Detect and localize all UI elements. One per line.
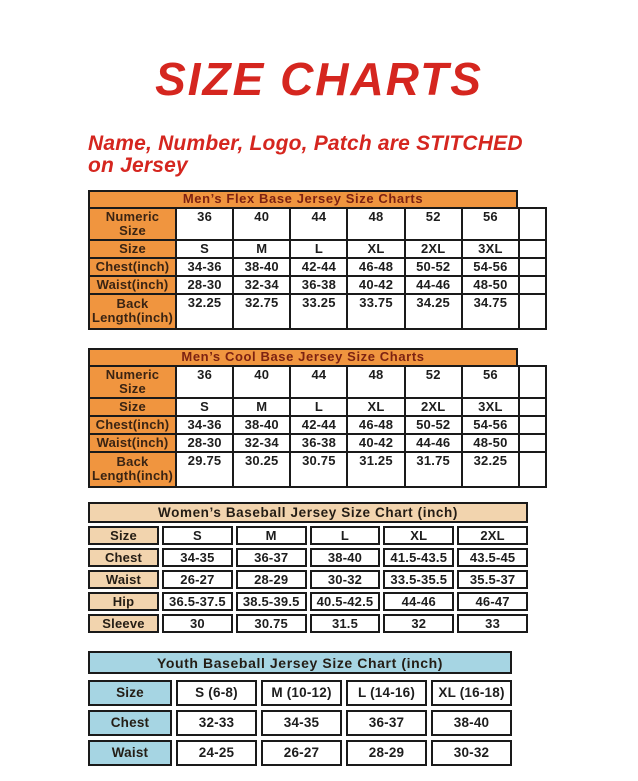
cell-value: 3XL (462, 398, 519, 416)
row-label: Waist (88, 570, 159, 589)
empty-cell (519, 452, 546, 487)
row-label: Numeric Size (89, 208, 176, 240)
cell-value: 44-46 (405, 276, 462, 294)
row-label: Size (89, 240, 176, 258)
size-grid (85, 523, 531, 636)
row-label: Numeric Size (89, 366, 176, 398)
cell-value: XL (16-18) (431, 680, 512, 706)
table-title: Men’s Cool Base Jersey Size Charts (88, 348, 518, 365)
cell-value: 33.75 (347, 294, 404, 329)
cell-value: 32.25 (462, 452, 519, 487)
cell-value: S (176, 240, 233, 258)
table-row (89, 434, 546, 452)
size-grid (84, 676, 516, 770)
row-label: Waist(inch) (89, 276, 176, 294)
table-row (89, 240, 546, 258)
row-label: Sleeve (88, 614, 159, 633)
page-title: SIZE CHARTS (155, 52, 483, 105)
cell-value: 40 (233, 208, 290, 240)
cell-value: 38-40 (431, 710, 512, 736)
cell-value: 33 (457, 614, 528, 633)
cell-value: 40.5-42.5 (310, 592, 381, 611)
cell-value: 36-38 (290, 434, 347, 452)
cell-value: 31.75 (405, 452, 462, 487)
table-row (88, 570, 528, 589)
cell-value: XL (383, 526, 454, 545)
cell-value: 34-36 (176, 258, 233, 276)
size-grid (88, 365, 547, 488)
empty-cell (519, 434, 546, 452)
table-row (88, 710, 512, 736)
cell-value: 30-32 (431, 740, 512, 766)
table-title: Women’s Baseball Jersey Size Chart (inch) (88, 502, 528, 523)
row-label: Chest (88, 548, 159, 567)
cell-value: 46-48 (347, 416, 404, 434)
row-label: Chest (88, 710, 172, 736)
cell-value: 24-25 (176, 740, 257, 766)
cell-value: 52 (405, 366, 462, 398)
table-row (89, 208, 546, 240)
cell-value: 34.75 (462, 294, 519, 329)
cell-value: M (236, 526, 307, 545)
cell-value: 44-46 (383, 592, 454, 611)
size-grid (88, 207, 547, 330)
cell-value: 28-30 (176, 276, 233, 294)
table-row (88, 526, 528, 545)
cell-value: 38-40 (310, 548, 381, 567)
cell-value: 36-37 (236, 548, 307, 567)
row-label: Back Length(inch) (89, 452, 176, 487)
cell-value: 32.25 (176, 294, 233, 329)
cell-value: L (310, 526, 381, 545)
cell-value: 2XL (405, 240, 462, 258)
cell-value: 34.25 (405, 294, 462, 329)
row-label: Chest(inch) (89, 416, 176, 434)
cell-value: 50-52 (405, 416, 462, 434)
cell-value: 40-42 (347, 276, 404, 294)
size-table-mens-flex-base (88, 190, 638, 330)
cell-value: 31.25 (347, 452, 404, 487)
empty-cell (519, 258, 546, 276)
empty-cell (519, 294, 546, 329)
cell-value: 36-37 (346, 710, 427, 736)
size-table-youth-baseball (88, 651, 638, 770)
cell-value: 42-44 (290, 416, 347, 434)
table-row (88, 740, 512, 766)
table-row (88, 548, 528, 567)
cell-value: S (162, 526, 233, 545)
size-table-mens-cool-base (88, 348, 638, 488)
cell-value: 42-44 (290, 258, 347, 276)
cell-value: 2XL (457, 526, 528, 545)
cell-value: 44 (290, 366, 347, 398)
cell-value: 30 (162, 614, 233, 633)
cell-value: 40 (233, 366, 290, 398)
cell-value: 30.75 (290, 452, 347, 487)
row-label: Size (88, 526, 159, 545)
table-row (88, 592, 528, 611)
cell-value: 44-46 (405, 434, 462, 452)
cell-value: 56 (462, 208, 519, 240)
cell-value: 38.5-39.5 (236, 592, 307, 611)
row-label: Size (88, 680, 172, 706)
cell-value: 48 (347, 366, 404, 398)
cell-value: 30.75 (236, 614, 307, 633)
row-label: Size (89, 398, 176, 416)
cell-value: M (10-12) (261, 680, 342, 706)
cell-value: 50-52 (405, 258, 462, 276)
empty-cell (519, 240, 546, 258)
cell-value: L (290, 398, 347, 416)
cell-value: 30.25 (233, 452, 290, 487)
cell-value: 44 (290, 208, 347, 240)
page-subtitle-line-2: on Jersey (88, 153, 188, 177)
table-row (89, 294, 546, 329)
table-row (88, 680, 512, 706)
tables-container (0, 190, 638, 770)
page-subtitle-line-1: Name, Number, Logo, Patch are STITCHED (88, 131, 523, 155)
cell-value: 32.75 (233, 294, 290, 329)
page-subtitle (88, 133, 638, 177)
cell-value: 33.5-35.5 (383, 570, 454, 589)
cell-value: 34-35 (261, 710, 342, 736)
row-label: Hip (88, 592, 159, 611)
cell-value: M (233, 240, 290, 258)
cell-value: S (176, 398, 233, 416)
row-label: Chest(inch) (89, 258, 176, 276)
empty-cell (519, 276, 546, 294)
cell-value: XL (347, 240, 404, 258)
cell-value: 32-33 (176, 710, 257, 736)
cell-value: S (6-8) (176, 680, 257, 706)
cell-value: 34-36 (176, 416, 233, 434)
cell-value: 26-27 (261, 740, 342, 766)
cell-value: 52 (405, 208, 462, 240)
cell-value: 29.75 (176, 452, 233, 487)
table-row (89, 258, 546, 276)
cell-value: 43.5-45 (457, 548, 528, 567)
cell-value: 40-42 (347, 434, 404, 452)
table-row (88, 614, 528, 633)
cell-value: 48-50 (462, 434, 519, 452)
empty-cell (519, 208, 546, 240)
cell-value: 35.5-37 (457, 570, 528, 589)
cell-value: 32-34 (233, 434, 290, 452)
cell-value: L (290, 240, 347, 258)
cell-value: 28-29 (236, 570, 307, 589)
size-charts-page (0, 31, 638, 781)
table-row (89, 398, 546, 416)
row-label: Back Length(inch) (89, 294, 176, 329)
cell-value: 54-56 (462, 416, 519, 434)
cell-value: 26-27 (162, 570, 233, 589)
table-row (89, 366, 546, 398)
cell-value: 31.5 (310, 614, 381, 633)
table-row (89, 276, 546, 294)
cell-value: 48-50 (462, 276, 519, 294)
cell-value: L (14-16) (346, 680, 427, 706)
cell-value: 36-38 (290, 276, 347, 294)
cell-value: 36 (176, 208, 233, 240)
cell-value: 28-30 (176, 434, 233, 452)
cell-value: 32 (383, 614, 454, 633)
cell-value: 54-56 (462, 258, 519, 276)
cell-value: M (233, 398, 290, 416)
cell-value: 28-29 (346, 740, 427, 766)
cell-value: 3XL (462, 240, 519, 258)
cell-value: 46-47 (457, 592, 528, 611)
cell-value: 48 (347, 208, 404, 240)
table-title: Youth Baseball Jersey Size Chart (inch) (88, 651, 512, 674)
cell-value: 30-32 (310, 570, 381, 589)
row-label: Waist (88, 740, 172, 766)
cell-value: XL (347, 398, 404, 416)
cell-value: 46-48 (347, 258, 404, 276)
size-table-womens-baseball (88, 502, 638, 636)
cell-value: 2XL (405, 398, 462, 416)
cell-value: 56 (462, 366, 519, 398)
row-label: Waist(inch) (89, 434, 176, 452)
cell-value: 33.25 (290, 294, 347, 329)
table-title: Men’s Flex Base Jersey Size Charts (88, 190, 518, 207)
cell-value: 38-40 (233, 416, 290, 434)
empty-cell (519, 416, 546, 434)
cell-value: 34-35 (162, 548, 233, 567)
empty-cell (519, 398, 546, 416)
table-row (89, 416, 546, 434)
cell-value: 36.5-37.5 (162, 592, 233, 611)
table-row (89, 452, 546, 487)
empty-cell (519, 366, 546, 398)
cell-value: 32-34 (233, 276, 290, 294)
cell-value: 36 (176, 366, 233, 398)
cell-value: 41.5-43.5 (383, 548, 454, 567)
cell-value: 38-40 (233, 258, 290, 276)
